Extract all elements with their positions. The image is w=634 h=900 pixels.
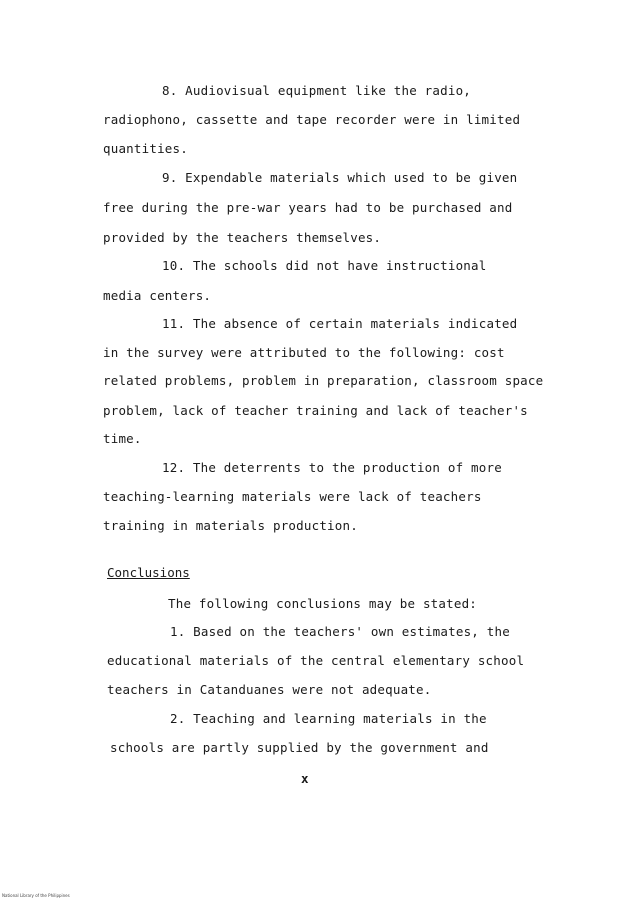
conclusion-1-line-2: educational materials of the central elementary school <box>107 653 525 668</box>
item-11-line-2: in the survey were attributed to the following: cost <box>103 345 505 360</box>
item-9-line-3: provided by the teachers themselves. <box>103 230 382 245</box>
section-heading-conclusions: Conclusions <box>107 565 190 580</box>
item-8-line-2: radiophono, cassette and tape recorder were in limited <box>103 112 521 127</box>
conclusions-intro: The following conclusions may be stated: <box>168 596 478 611</box>
item-11-line-1: 11. The absence of certain materials indicated <box>162 316 518 331</box>
item-12-line-1: 12. The deterrents to the production of more <box>162 460 502 475</box>
item-10-line-2: media centers. <box>103 288 212 303</box>
item-8-line-1: 8. Audiovisual equipment like the radio, <box>162 83 472 98</box>
item-12-line-3: training in materials production. <box>103 518 358 533</box>
item-11-line-3: related problems, problem in preparation, classroom space <box>103 373 544 388</box>
item-9-line-1: 9. Expendable materials which used to be given <box>162 170 518 185</box>
item-8-line-3: quantities. <box>103 141 188 156</box>
conclusion-1-line-1: 1. Based on the teachers' own estimates, the <box>170 624 510 639</box>
item-10-line-1: 10. The schools did not have instructional <box>162 258 487 273</box>
library-footer: National Library of the Philippines <box>2 893 70 898</box>
item-11-line-4: problem, lack of teacher training and lack of teacher's <box>103 403 528 418</box>
item-12-line-2: teaching-learning materials were lack of teachers <box>103 489 482 504</box>
item-9-line-2: free during the pre-war years had to be purchased and <box>103 200 513 215</box>
conclusion-1-line-3: teachers in Catanduanes were not adequate. <box>107 682 432 697</box>
item-11-line-5: time. <box>103 431 142 446</box>
page-number: x <box>301 771 309 786</box>
conclusion-2-line-1: 2. Teaching and learning materials in the <box>170 711 487 726</box>
conclusion-2-line-2: schools are partly supplied by the government and <box>110 740 489 755</box>
